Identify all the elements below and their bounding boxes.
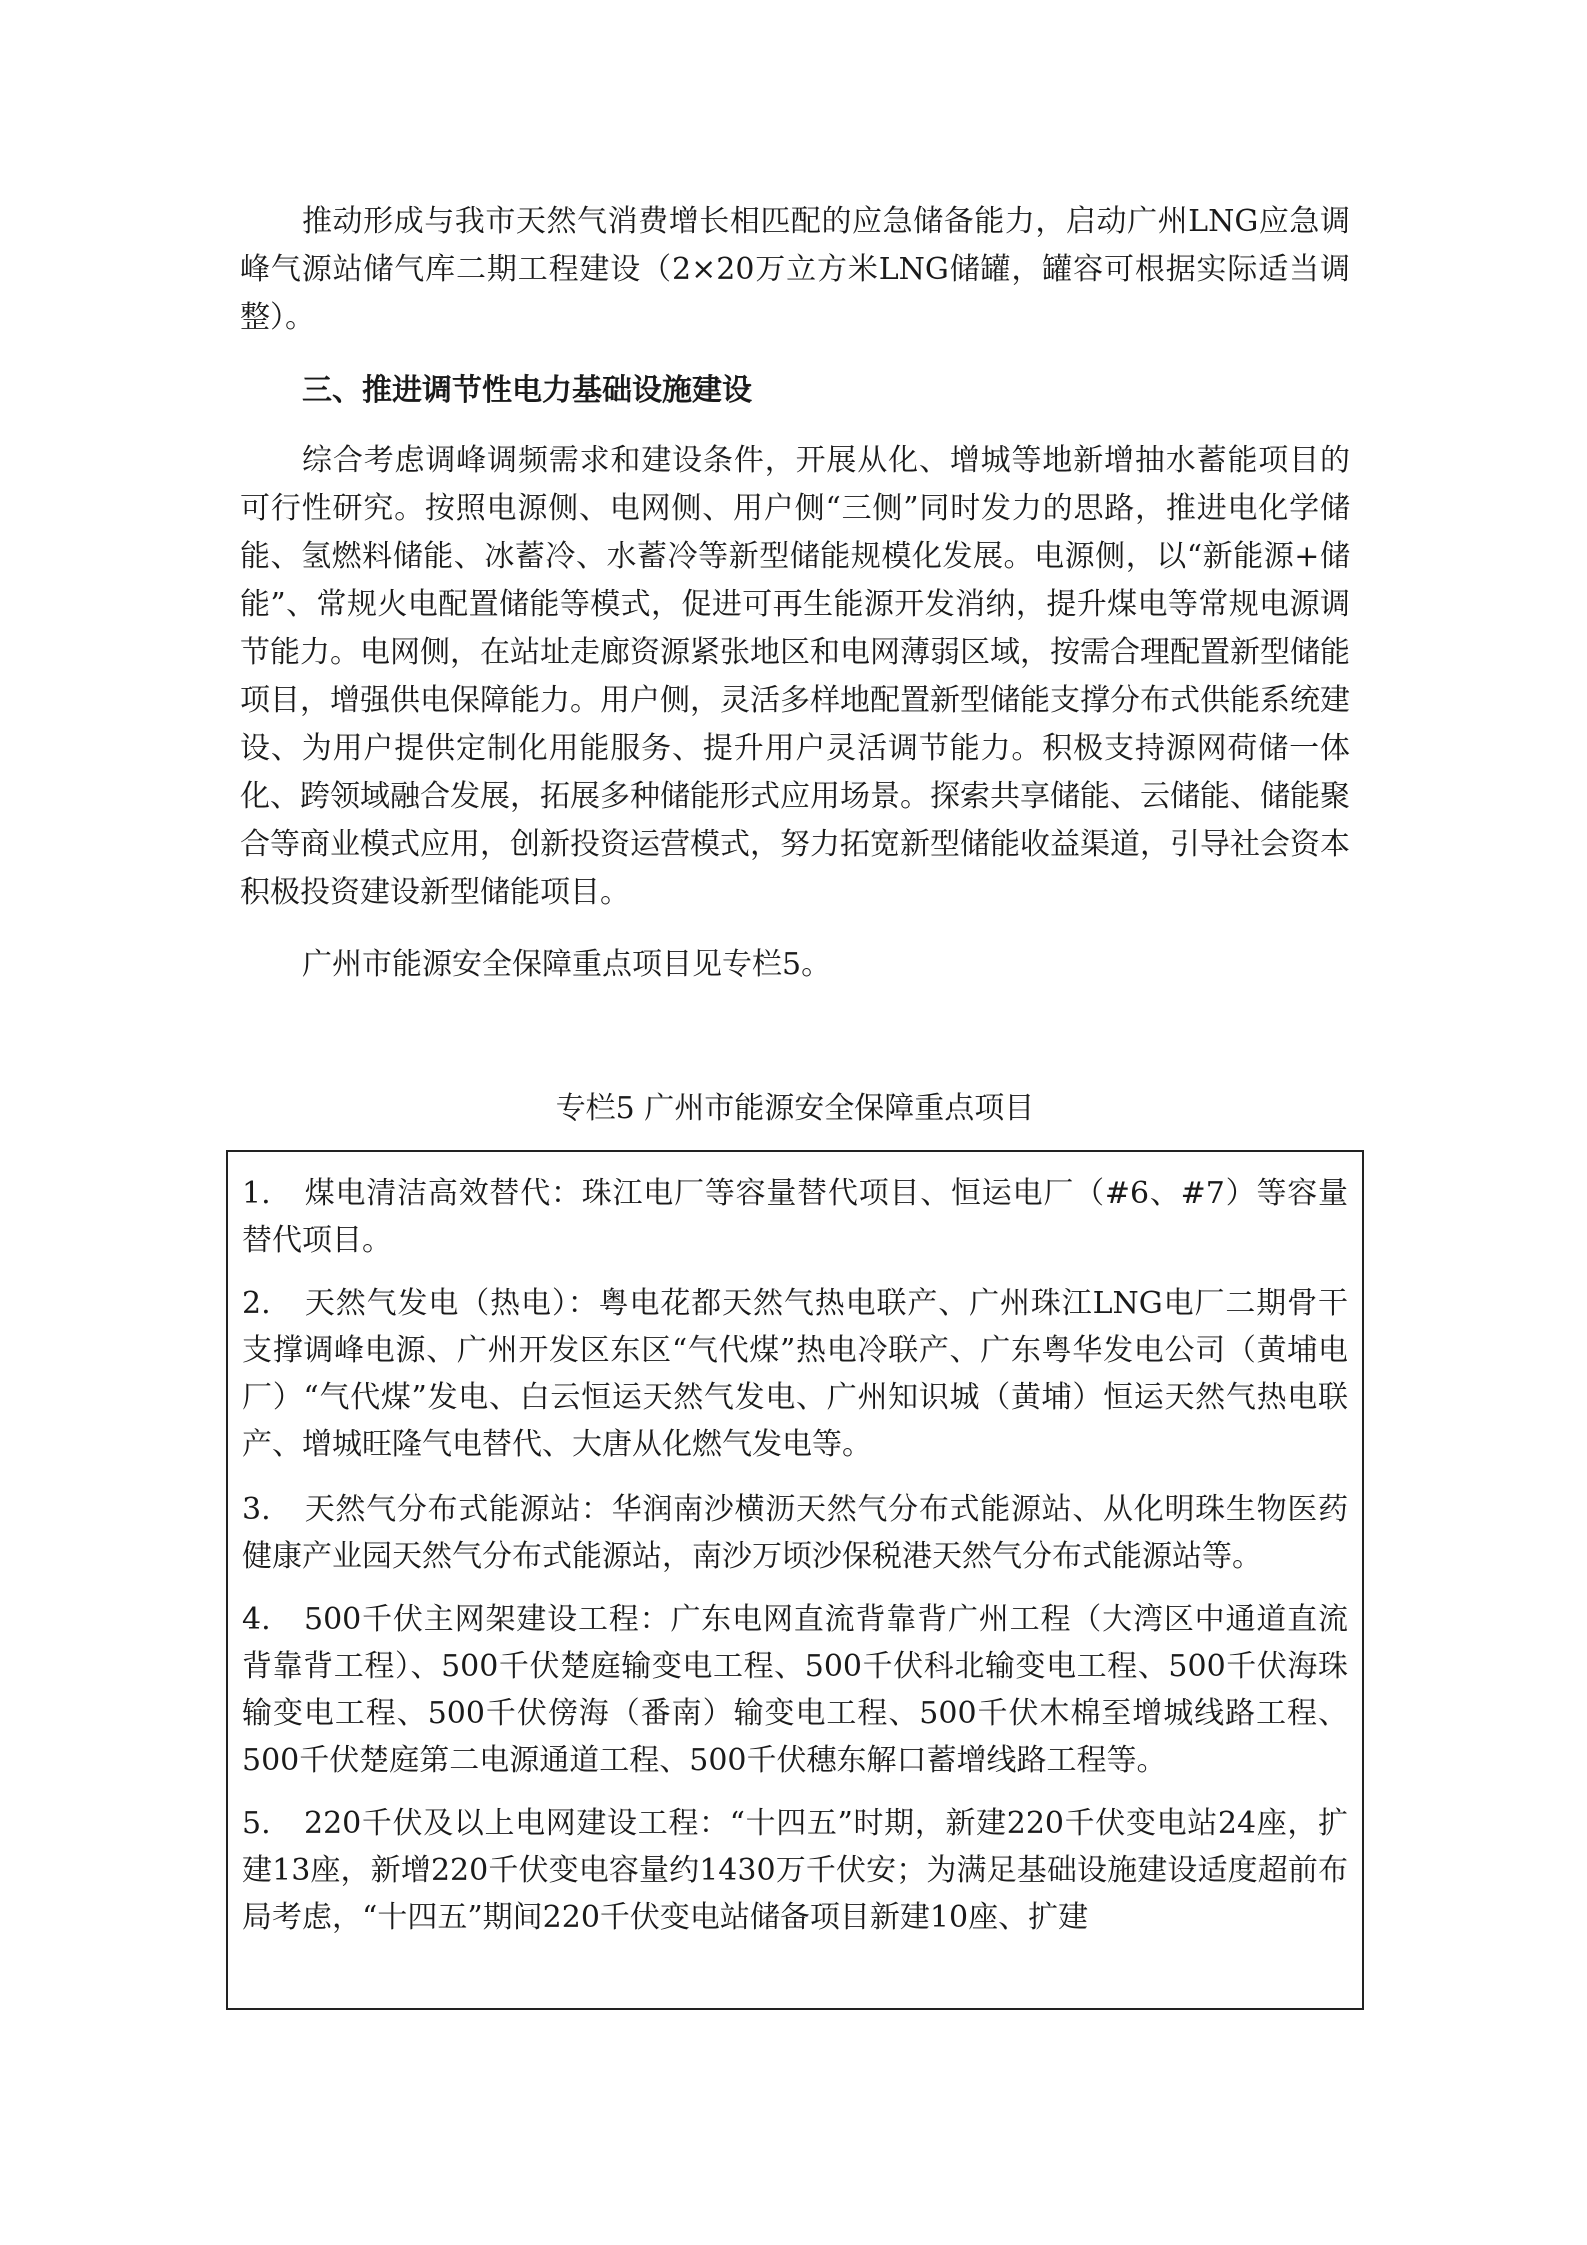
item-text: 220千伏及以上电网建设工程：“十四五”时期，新建220千伏变电站24座，扩建13座，新增220千伏变电容量约1430万千伏安；为满足基础设施建设适度超前布局考虑，“十四五”期间220千伏变电站储备项目新建10座、扩建 <box>242 1806 1348 1935</box>
list-item <box>242 1596 1348 1784</box>
section-heading: 三、推进调节性电力基础设施建设 <box>302 373 752 408</box>
item-number: 3. <box>242 1492 271 1527</box>
item-number: 4. <box>242 1602 271 1637</box>
item-number: 2. <box>242 1286 271 1321</box>
paragraph-lng-storage: 推动形成与我市天然气消费增长相匹配的应急储备能力，启动广州LNG应急调峰气源站储气库二期工程建设（2×20万立方米LNG储罐，罐容可根据实际适当调整）。 <box>240 204 1350 335</box>
item-number: 1. <box>242 1176 271 1211</box>
item-text: 天然气发电（热电）：粤电花都天然气热电联产、广州珠江LNG电厂二期骨干支撑调峰电源、广州开发区东区“气代煤”热电冷联产、广东粤华发电公司（黄埔电厂）“气代煤”发电、白云恒运天然气发电、广州知识城（黄埔）恒运天然气热电联产、增城旺隆气电替代、大唐从化燃气发电等。 <box>242 1286 1348 1462</box>
item-text: 煤电清洁高效替代：珠江电厂等容量替代项目、恒运电厂（#6、#7）等容量替代项目。 <box>242 1176 1348 1258</box>
list-item <box>242 1280 1348 1468</box>
paragraph-regulating-power: 综合考虑调峰调频需求和建设条件，开展从化、增城等地新增抽水蓄能项目的可行性研究。按照电源侧、电网侧、用户侧“三侧”同时发力的思路，推进电化学储能、氢燃料储能、冰蓄冷、水蓄冷等新型储能规模化发展。电源侧，以“新能源+储能”、常规火电配置储能等模式，促进可再生能源开发消纳，提升煤电等常规电源调节能力。电网侧，在站址走廊资源紧张地区和电网薄弱区域，按需合理配置新型储能项目，增强供电保障能力。用户侧，灵活多样地配置新型储能支撑分布式供能系统建设、为用户提供定制化用能服务、提升用户灵活调节能力。积极支持源网荷储一体化、跨领域融合发展，拓展多种储能形式应用场景。探索共享储能、云储能、储能聚合等商业模式应用，创新投资运营模式，努力拓宽新型储能收益渠道，引导社会资本积极投资建设新型储能项目。 <box>240 443 1350 910</box>
list-item <box>242 1800 1348 1941</box>
item-number: 5. <box>242 1806 271 1841</box>
column-title: 专栏5 广州市能源安全保障重点项目 <box>555 1091 1035 1126</box>
paragraph-see-column: 广州市能源安全保障重点项目见专栏5。 <box>302 947 832 982</box>
item-text: 500千伏主网架建设工程：广东电网直流背靠背广州工程（大湾区中通道直流背靠背工程）、500千伏楚庭输变电工程、500千伏科北输变电工程、500千伏海珠输变电工程、500千伏傍海（番南）输变电工程、500千伏木棉至增城线路工程、500千伏楚庭第二电源通道工程、500千伏穗东解口蓄增线路工程等。 <box>242 1602 1348 1778</box>
list-item <box>242 1170 1348 1264</box>
item-text: 天然气分布式能源站：华润南沙横沥天然气分布式能源站、从化明珠生物医药健康产业园天然气分布式能源站，南沙万顷沙保税港天然气分布式能源站等。 <box>242 1492 1348 1574</box>
list-item <box>242 1486 1348 1580</box>
column-box <box>226 1150 1364 2010</box>
